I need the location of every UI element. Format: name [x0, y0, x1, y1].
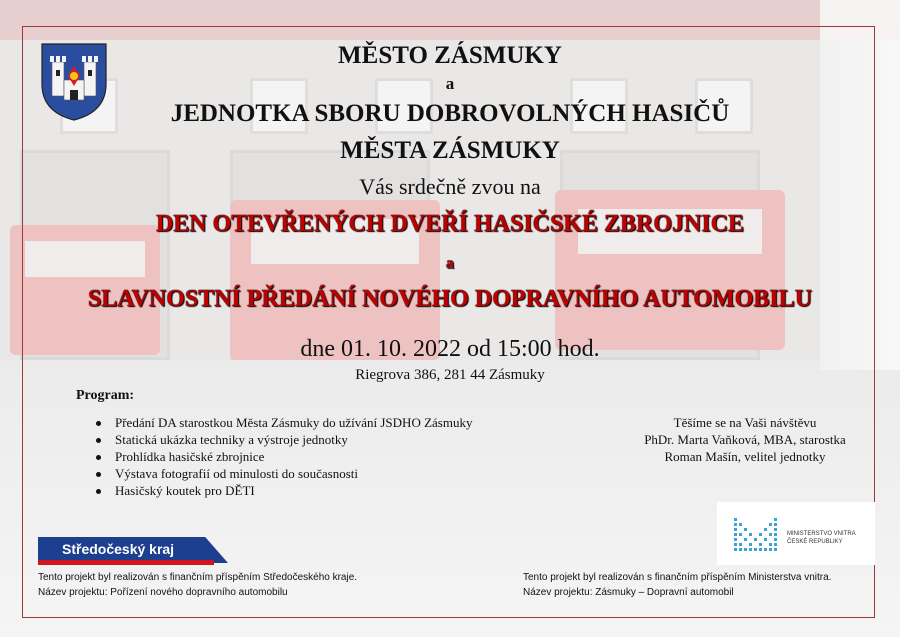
- event-title-vehicle-handover: SLAVNOSTNÍ PŘEDÁNÍ NOVÉHO DOPRAVNÍHO AUTOMOBILU: [87, 286, 813, 312]
- program-item: Výstava fotografií od minulosti do současnosti: [96, 465, 472, 482]
- ministry-logo-text: MINISTERSTVO VNITRA ČESKÉ REPUBLIKY: [787, 531, 856, 545]
- event-connector: a: [446, 255, 454, 272]
- bullet-icon: [96, 472, 101, 477]
- event-date: dne 01. 10. 2022 od 15:00 hod.: [300, 336, 600, 362]
- ministry-logo-icon: [734, 518, 780, 552]
- bullet-icon: [96, 489, 101, 494]
- program-item: Předání DA starostkou Města Zásmuky do užívání JSDHO Zásmuky: [96, 414, 472, 431]
- fire-brigade-title: JEDNOTKA SBORU DOBROVOLNÝCH HASIČŮ: [170, 100, 730, 127]
- invitation-line: Vás srdečně zvou na: [359, 174, 541, 199]
- program-item: Prohlídka hasičské zbrojnice: [96, 448, 472, 465]
- town-title: MĚSTO ZÁSMUKY: [338, 42, 562, 69]
- signature-mayor: PhDr. Marta Vaňková, MBA, starostka: [644, 432, 846, 447]
- fire-brigade-town: MĚSTA ZÁSMUKY: [340, 137, 560, 164]
- program-item: Hasičský koutek pro DĚTI: [96, 482, 472, 499]
- region-logo-stripe: [38, 560, 214, 565]
- bullet-icon: [96, 455, 101, 460]
- signature-greeting: Těšíme se na Vaši návštěvu: [673, 415, 817, 430]
- footer-ministry-note: Tento projekt byl realizován s finančním příspěním Ministerstva vnitra. Název projektu: Zásmuky – Dopravní automobil: [523, 572, 832, 598]
- signature-block: [610, 414, 880, 465]
- region-logo-label: Středočeský kraj: [62, 541, 175, 557]
- event-title-open-day: DEN OTEVŘENÝCH DVEŘÍ HASIČSKÉ ZBROJNICE: [155, 211, 745, 237]
- program-heading: Program:: [76, 388, 135, 403]
- bullet-icon: [96, 421, 101, 426]
- title-connector: a: [445, 74, 455, 93]
- program-item: Statická ukázka techniky a výstroje jednotky: [96, 431, 472, 448]
- bullet-icon: [96, 438, 101, 443]
- signature-commander: Roman Mašín, velitel jednotky: [664, 449, 826, 464]
- program-list: [96, 414, 472, 499]
- event-address: Riegrova 386, 281 44 Zásmuky: [355, 367, 545, 383]
- footer-region-note: Tento projekt byl realizován s finančním příspěním Středočeského kraje. Název projektu: Pořízení nového dopravního automobilu: [38, 572, 358, 598]
